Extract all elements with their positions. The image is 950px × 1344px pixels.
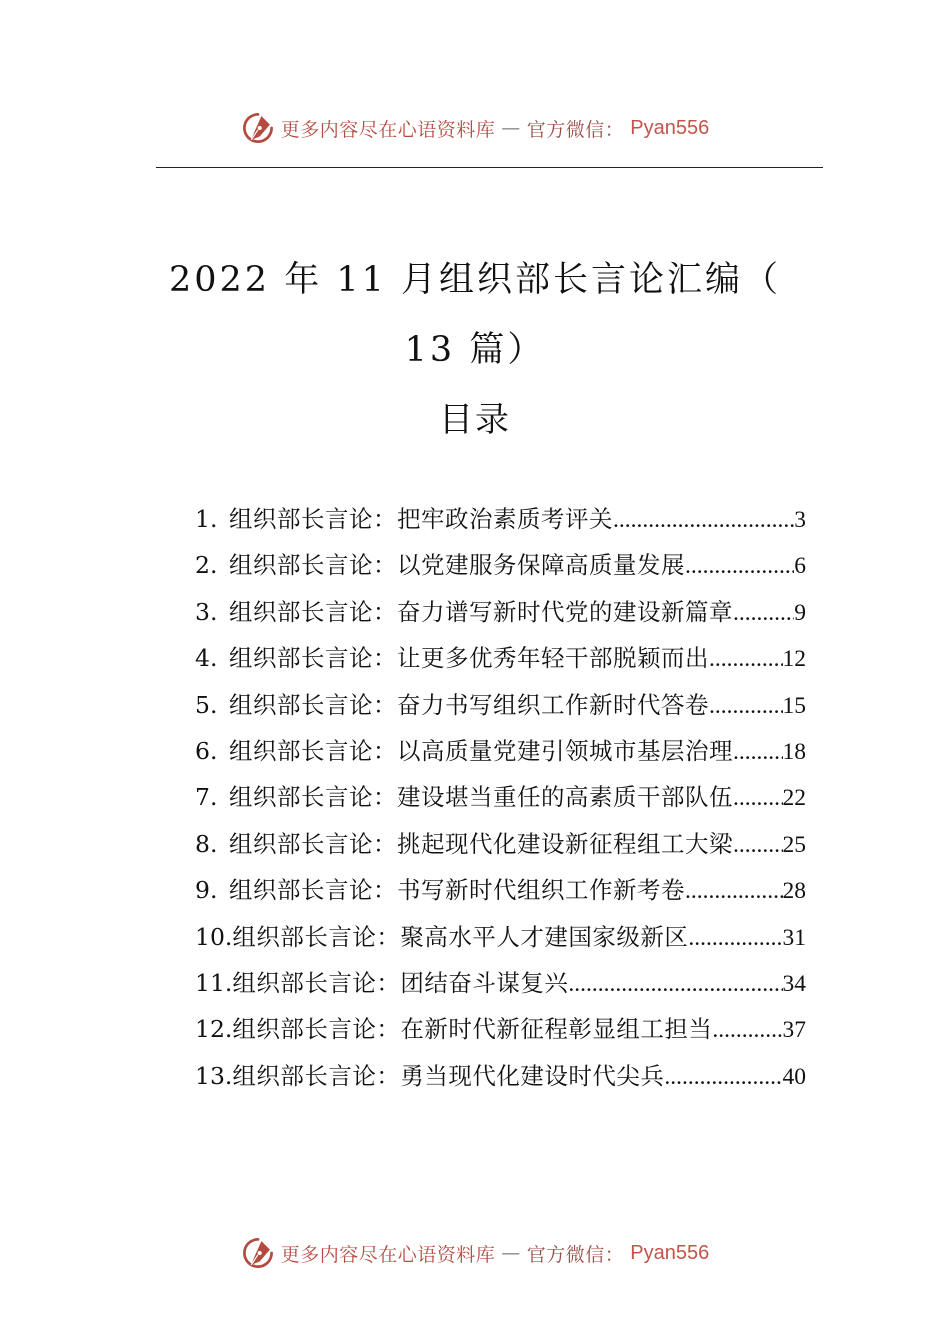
document-title-line-1: 2022 年 11 月组织部长言论汇编（ <box>169 260 781 300</box>
toc-entry-prefix: 组织部长言论： <box>229 783 397 812</box>
toc-entry-topic: 以高质量党建引领城市基层治理 <box>397 736 733 765</box>
toc-entry-page: 25 <box>782 831 806 858</box>
toc-entry-1[interactable] <box>195 500 806 546</box>
toc-dot-leader <box>685 553 794 580</box>
header-banner <box>0 108 950 148</box>
toc-entry-topic: 以党建服务保障高质量发展 <box>397 551 685 580</box>
toc-dot-leader <box>733 600 794 627</box>
toc-entry-topic: 团结奋斗谋复兴 <box>400 968 569 997</box>
toc-dot-leader <box>685 878 783 905</box>
toc-dot-leader <box>709 693 783 720</box>
toc-entry-prefix: 组织部长言论： <box>229 644 397 673</box>
toc-entry-prefix: 组织部长言论： <box>229 829 397 858</box>
banner-separator: — <box>501 117 521 139</box>
toc-entry-2[interactable] <box>195 546 806 592</box>
table-of-contents <box>195 500 806 1103</box>
toc-dot-leader <box>733 785 783 812</box>
toc-entry-page: 40 <box>782 1063 806 1090</box>
toc-entry-number: 1. <box>195 505 218 533</box>
toc-entry-6[interactable] <box>195 732 806 778</box>
toc-entry-prefix: 组织部长言论： <box>229 505 397 533</box>
toc-entry-number: 4. <box>195 644 218 673</box>
toc-entry-number: 2. <box>195 551 218 580</box>
toc-entry-number: 6. <box>195 736 218 765</box>
toc-dot-leader <box>664 1064 782 1091</box>
toc-entry-page: 12 <box>782 646 806 673</box>
toc-entry-10[interactable] <box>195 918 806 964</box>
toc-entry-topic: 奋力谱写新时代党的建设新篇章 <box>397 597 733 626</box>
banner-wechat-id: Pyan556 <box>630 116 710 139</box>
toc-entry-prefix: 组织部长言论： <box>232 1061 401 1090</box>
toc-entry-number: 12. <box>195 1015 233 1044</box>
toc-heading: 目录 <box>439 400 511 440</box>
toc-entry-number: 7. <box>195 783 218 812</box>
toc-entry-number: 9. <box>195 876 218 905</box>
toc-entry-page: 28 <box>782 878 806 905</box>
toc-entry-page: 34 <box>782 970 806 997</box>
toc-entry-page: 22 <box>782 785 806 812</box>
footer-banner <box>0 1233 950 1273</box>
banner-separator: — <box>501 1242 521 1264</box>
toc-entry-prefix: 组织部长言论： <box>232 922 401 951</box>
toc-entry-page: 3 <box>794 507 806 533</box>
toc-entry-topic: 在新时代新征程彰显组工担当 <box>400 1015 713 1044</box>
toc-entry-topic: 挑起现代化建设新征程组工大梁 <box>397 829 733 858</box>
toc-entry-7[interactable] <box>195 778 806 824</box>
banner-brand-text: 更多内容尽在心语资料库 <box>280 118 496 141</box>
toc-entry-number: 3. <box>195 597 218 626</box>
toc-entry-13[interactable] <box>195 1057 806 1103</box>
toc-entry-page: 6 <box>794 553 806 580</box>
toc-entry-topic: 建设堪当重任的高素质干部队伍 <box>397 783 733 812</box>
header-rule <box>156 167 823 168</box>
toc-entry-9[interactable] <box>195 871 806 917</box>
toc-entry-page: 18 <box>782 738 806 765</box>
toc-entry-11[interactable] <box>195 964 806 1010</box>
toc-entry-prefix: 组织部长言论： <box>229 876 397 905</box>
toc-entry-5[interactable] <box>195 686 806 732</box>
toc-entry-topic: 让更多优秀年轻干部脱颖而出 <box>397 644 709 673</box>
toc-entry-12[interactable] <box>195 1010 806 1056</box>
toc-entry-number: 8. <box>195 829 218 858</box>
banner-wechat-id: Pyan556 <box>630 1241 710 1264</box>
toc-entry-4[interactable] <box>195 639 806 685</box>
toc-entry-number: 13. <box>195 1061 233 1090</box>
toc-entry-page: 9 <box>794 599 806 626</box>
toc-entry-topic: 聚高水平人才建国家级新区 <box>400 922 689 951</box>
banner-brand-text: 更多内容尽在心语资料库 <box>280 1243 496 1266</box>
toc-entry-8[interactable] <box>195 825 806 871</box>
banner-wechat-label: 官方微信： <box>526 1243 625 1266</box>
toc-entry-number: 5. <box>195 690 218 719</box>
toc-dot-leader <box>712 1017 782 1044</box>
toc-entry-number: 10. <box>195 922 233 951</box>
pen-nib-logo-icon <box>241 111 275 145</box>
toc-entry-page: 15 <box>782 692 806 719</box>
toc-entry-topic: 勇当现代化建设时代尖兵 <box>400 1061 665 1090</box>
toc-dot-leader <box>688 925 782 952</box>
toc-entry-number: 11. <box>195 968 233 997</box>
toc-entry-prefix: 组织部长言论： <box>232 1015 401 1044</box>
toc-dot-leader <box>733 739 783 766</box>
toc-entry-topic: 奋力书写组织工作新时代答卷 <box>397 690 709 719</box>
pen-nib-logo-icon <box>241 1236 275 1270</box>
toc-entry-prefix: 组织部长言论： <box>232 968 401 997</box>
toc-entry-prefix: 组织部长言论： <box>229 736 397 765</box>
toc-dot-leader <box>733 832 783 859</box>
toc-entry-prefix: 组织部长言论： <box>229 690 397 719</box>
toc-entry-page: 37 <box>782 1017 806 1044</box>
toc-dot-leader <box>613 507 794 534</box>
toc-dot-leader <box>709 646 783 673</box>
toc-entry-prefix: 组织部长言论： <box>229 597 397 626</box>
toc-dot-leader <box>568 971 782 998</box>
banner-wechat-label: 官方微信： <box>526 118 625 141</box>
toc-entry-prefix: 组织部长言论： <box>229 551 397 580</box>
toc-entry-topic: 书写新时代组织工作新考卷 <box>397 876 685 905</box>
toc-entry-page: 31 <box>782 924 806 951</box>
toc-entry-topic: 把牢政治素质考评关 <box>397 505 613 533</box>
document-title-line-2: 13 篇） <box>404 330 546 370</box>
toc-entry-3[interactable] <box>195 593 806 639</box>
